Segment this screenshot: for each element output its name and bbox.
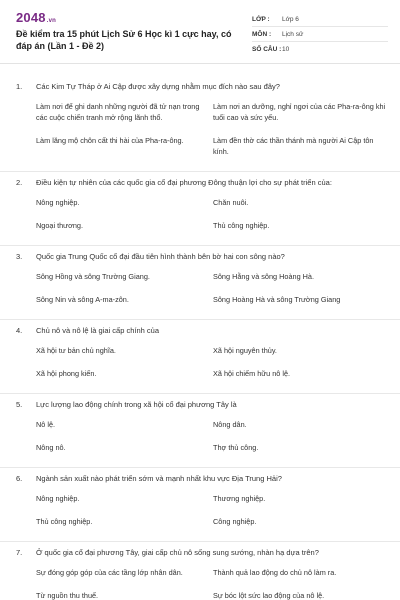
- answer-options: [36, 561, 384, 600]
- answer-option[interactable]: Sông Hoàng Hà và sông Trường Giang: [213, 295, 341, 304]
- answer-options: [36, 339, 384, 385]
- answer-options: [36, 487, 384, 533]
- question-5: [0, 394, 400, 468]
- question-text: Quốc gia Trung Quốc cổ đại đầu tiên hình thành bên bờ hai con sông nào?: [36, 252, 285, 261]
- brand-domain: .vn: [46, 18, 57, 24]
- question-number: 6.: [16, 474, 23, 483]
- answer-options: [36, 413, 384, 459]
- question-number: 4.: [16, 326, 23, 335]
- question-3: [0, 246, 400, 320]
- answer-option[interactable]: Nông nghiệp.: [36, 198, 80, 207]
- brand-name: 2048: [16, 10, 46, 25]
- question-text: Chủ nô và nô lệ là giai cấp chính của: [36, 326, 159, 335]
- answer-options: [36, 191, 384, 237]
- question-text: Lực lượng lao động chính trong xã hội cổ đại phương Tây là: [36, 400, 237, 409]
- answer-option[interactable]: Sự đóng góp góp của các tầng lớp nhân dân.: [36, 568, 183, 577]
- question-7: [0, 542, 400, 600]
- question-4: [0, 320, 400, 394]
- meta-row-subject: [252, 27, 388, 42]
- answer-option[interactable]: Công nghiệp.: [213, 517, 257, 526]
- answer-option[interactable]: Xã hội tư bản chủ nghĩa.: [36, 346, 116, 355]
- answer-option[interactable]: Xã hội nguyên thủy.: [213, 346, 277, 355]
- question-text: Ngành sản xuất nào phát triển sớm và mạnh nhất khu vực Địa Trung Hải?: [36, 474, 282, 483]
- answer-option[interactable]: Nông dân.: [213, 420, 247, 429]
- question-number: 2.: [16, 178, 23, 187]
- brand-logo[interactable]: [16, 10, 56, 25]
- answer-option[interactable]: Nông nghiệp.: [36, 494, 80, 503]
- meta-row-count: [252, 42, 388, 57]
- quiz-meta: [252, 12, 388, 57]
- answer-option[interactable]: Xã hội phong kiến.: [36, 369, 97, 378]
- meta-row-class: [252, 12, 388, 27]
- answer-option[interactable]: Thủ công nghiệp.: [36, 517, 93, 526]
- answer-option[interactable]: Xã hội chiếm hữu nô lệ.: [213, 369, 291, 378]
- meta-key: LỚP :: [252, 15, 270, 23]
- answer-option[interactable]: Làm nơi an dưỡng, nghỉ ngơi của các Pha-ra-ông khi tuổi cao và sức yếu.: [213, 102, 386, 122]
- answer-option[interactable]: Sông Hồng và sông Trường Giang.: [36, 272, 150, 281]
- meta-key: SỐ CÂU :: [252, 46, 282, 53]
- answer-option[interactable]: Thủ công nghiệp.: [213, 221, 270, 230]
- meta-key: MÔN :: [252, 30, 272, 38]
- question-text: Các Kim Tự Tháp ở Ai Cập được xây dựng nhằm mục đích nào sau đây?: [36, 82, 280, 91]
- answer-option[interactable]: Nông nô.: [36, 443, 66, 452]
- answer-option[interactable]: Sông Nin và sông A-ma-zôn.: [36, 295, 129, 304]
- question-1: [0, 76, 400, 172]
- question-number: 3.: [16, 252, 23, 261]
- answer-option[interactable]: Làm nơi để ghi danh những người đã tử nạn trong các cuộc chiến tranh mở rộng lãnh thổ.: [36, 102, 200, 122]
- question-6: [0, 468, 400, 542]
- answer-option[interactable]: Chăn nuôi.: [213, 198, 249, 207]
- meta-value: Lớp 6: [282, 15, 299, 23]
- question-2: [0, 172, 400, 246]
- answer-option[interactable]: Từ nguồn thu thuế.: [36, 591, 99, 600]
- answer-options: [36, 265, 384, 311]
- answer-options: [36, 95, 384, 163]
- answer-option[interactable]: Sông Hằng và sông Hoàng Hà.: [213, 272, 315, 281]
- meta-value: 10: [282, 46, 290, 53]
- answer-option[interactable]: Sự bóc lột sức lao động của nô lệ.: [213, 591, 325, 600]
- meta-value: Lịch sử: [282, 30, 304, 38]
- question-text: Ở quốc gia cổ đại phương Tây, giai cấp chủ nô sống sung sướng, nhàn hạ dựa trên?: [36, 548, 319, 557]
- question-list: [0, 76, 400, 600]
- answer-option[interactable]: Làm lăng mộ chôn cất thi hài của Pha-ra-ông.: [36, 136, 184, 145]
- answer-option[interactable]: Nô lệ.: [36, 420, 56, 429]
- question-number: 5.: [16, 400, 23, 409]
- page-title: Đề kiểm tra 15 phút Lịch Sử 6 Học kì 1 cực hay, có đáp án (Lần 1 - Đề 2): [16, 29, 232, 51]
- question-text: Điều kiện tự nhiên của các quốc gia cổ đại phương Đông thuận lợi cho sự phát triển của:: [36, 178, 332, 187]
- answer-option[interactable]: Thương nghiệp.: [213, 494, 266, 503]
- page-header: [0, 0, 400, 64]
- answer-option[interactable]: Thành quả lao động do chủ nô làm ra.: [213, 568, 337, 577]
- answer-option[interactable]: Ngoại thương.: [36, 221, 83, 230]
- question-number: 7.: [16, 548, 23, 557]
- answer-option[interactable]: Thợ thủ công.: [213, 443, 259, 452]
- question-number: 1.: [16, 82, 23, 91]
- answer-option[interactable]: Làm đền thờ các thần thánh mà người Ai Cập tôn kính.: [213, 136, 374, 156]
